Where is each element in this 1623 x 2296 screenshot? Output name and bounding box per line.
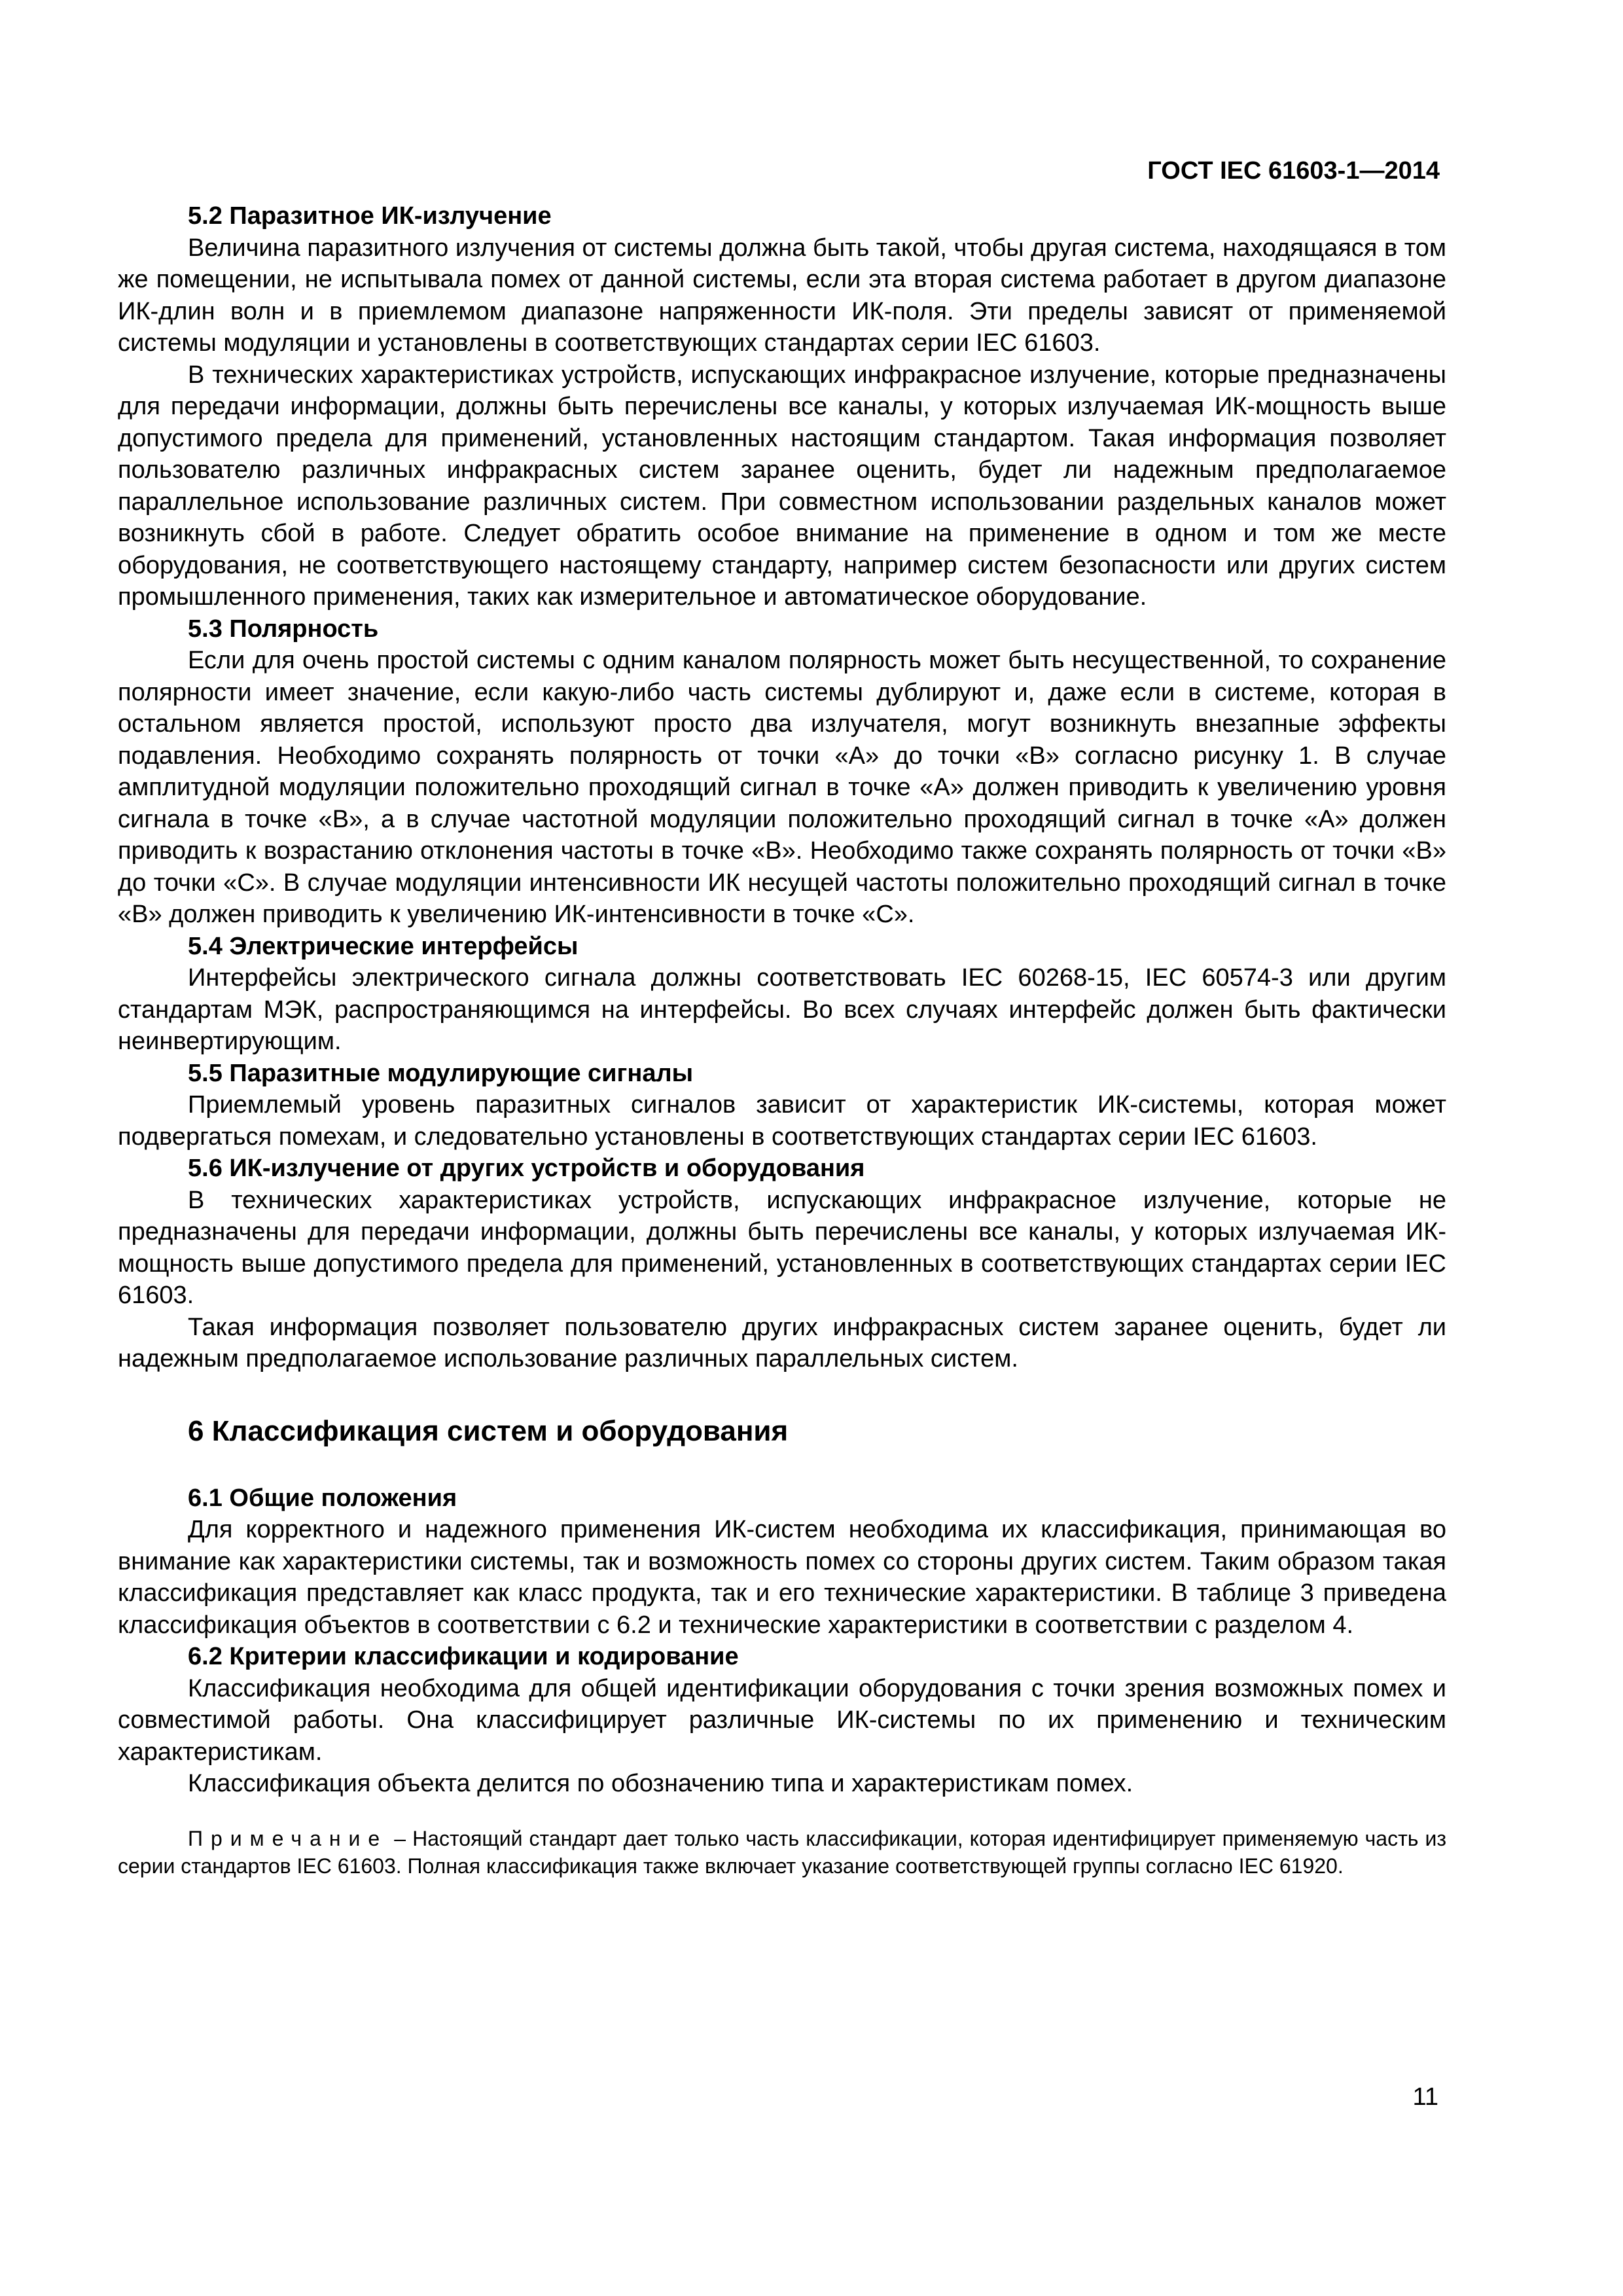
section-6-heading: 6 Классификация систем и оборудования: [188, 1414, 789, 1447]
page-content: [118, 200, 1446, 1880]
section-5-3-heading: 5.3 Полярность: [188, 615, 379, 643]
section-5-6-paragraph-2: Такая информация позволяет пользователю других инфракрасных систем заранее оценить, будет ли надежным предполагаемое использование различных параллельных систем.: [118, 1313, 1446, 1372]
section-6-2-heading: 6.2 Критерии классификации и кодирование: [188, 1643, 739, 1670]
note: [118, 1825, 1446, 1880]
section-5-6-heading: 5.6 ИК-излучение от других устройств и оборудования: [188, 1155, 865, 1182]
section-6-2-paragraph-1: Классификация необходима для общей идентификации оборудования с точки зрения возможных помех и совместимой работы. Она классифицирует различные ИК-системы по их применению и техническим характеристикам.: [118, 1674, 1446, 1766]
section-5-5-paragraph-1: Приемлемый уровень паразитных сигналов зависит от характеристик ИК-системы, которая может подвергаться помехам, и следовательно установлены в соответствующих стандартах серии IEC 61603.: [118, 1091, 1446, 1151]
section-5-2-paragraph-1: Величина паразитного излучения от системы должна быть такой, чтобы другая система, находящаяся в том же помещении, не испытывала помех от данной системы, если эта вторая система работает в другом диапазоне ИК-длин волн и в приемлемом диапазоне напряженности ИК-поля. Эти пределы зависят от применяемой системы модуляции и установлены в соответствующих стандартах серии IEC 61603.: [118, 234, 1446, 357]
section-5-2-heading: 5.2 Паразитное ИК-излучение: [188, 202, 552, 230]
section-5-5-heading: 5.5 Паразитные модулирующие сигналы: [188, 1059, 694, 1087]
section-5-4-paragraph-1: Интерфейсы электрического сигнала должны соответствовать IEC 60268-15, IEC 60574-3 или другим стандартам МЭК, распространяющимся на интерфейсы. Во всех случаях интерфейс должен быть фактически неинвертирующим.: [118, 964, 1446, 1055]
section-6-1-heading: 6.1 Общие положения: [188, 1484, 457, 1512]
section-6-2-paragraph-2: Классификация объекта делится по обозначению типа и характеристикам помех.: [188, 1770, 1133, 1797]
section-6-1-paragraph-1: Для корректного и надежного применения ИК-систем необходима их классификация, принимающая во внимание как характеристики системы, так и возможность помех со стороны других систем. Таким образом такая классификация представляет как класс продукта, так и его технические характеристики. В таблице 3 приведена классификация объектов в соответствии с 6.2 и технические характеристики в соответствии с разделом 4.: [118, 1516, 1446, 1639]
note-label: Примечание: [188, 1826, 388, 1850]
section-5-6-paragraph-1: В технических характеристиках устройств, испускающих инфракрасное излучение, которые не предназначены для передачи информации, должны быть перечислены все каналы, у которых излучаемая ИК-мощность выше допустимого предела для применений, установленных в соответствующих стандартах серии IEC 61603.: [118, 1186, 1446, 1309]
section-5-2-paragraph-2: В технических характеристиках устройств, испускающих инфракрасное излучение, которые предназначены для передачи информации, должны быть перечислены все каналы, у которых излучаемая ИК-мощность выше допустимого предела для применений, установленных настоящим стандартом. Такая информация позволяет пользователю различных инфракрасных систем заранее оценить, будет ли надежным предполагаемое параллельное использование различных систем. При совместном использовании раздельных каналов может возникнуть сбой в работе. Следует обратить особое внимание на применение в одном и том же месте оборудования, не соответствующего настоящему стандарту, например систем безопасности или других систем промышленного применения, таких как измерительное и автоматическое оборудование.: [118, 361, 1446, 611]
note-text: – Настоящий стандарт дает только часть классификации, которая идентифицирует применяемую часть из серии стандартов IEC 61603. Полная классификация также включает указание соответствующей группы согласно IEC 61920.: [118, 1826, 1447, 1878]
section-5-3-paragraph-1: Если для очень простой системы с одним каналом полярность может быть несущественной, то сохранение полярности имеет значение, если какую-либо часть системы дублируют и, даже если в системе, которая в остальном является простой, используют просто два излучателя, могут возникнуть внезапные эффекты подавления. Необходимо сохранять полярность от точки «A» до точки «B» согласно рисунку 1. В случае амплитудной модуляции положительно проходящий сигнал в точке «A» должен приводить к увеличению уровня сигнала в точке «B», а в случае частотной модуляции положительно проходящий сигнал в точке «A» должен приводить к возрастанию отклонения частоты в точке «B». Необходимо также сохранять полярность от точки «B» до точки «C». В случае модуляции интенсивности ИК несущей частоты положительно проходящий сигнал в точке «B» должен приводить к увеличению ИК-интенсивности в точке «C».: [118, 647, 1446, 928]
standard-code-header: ГОСТ IEC 61603-1—2014: [1147, 157, 1440, 185]
section-5-4-heading: 5.4 Электрические интерфейсы: [188, 932, 579, 960]
page-number: 11: [1412, 2083, 1438, 2111]
